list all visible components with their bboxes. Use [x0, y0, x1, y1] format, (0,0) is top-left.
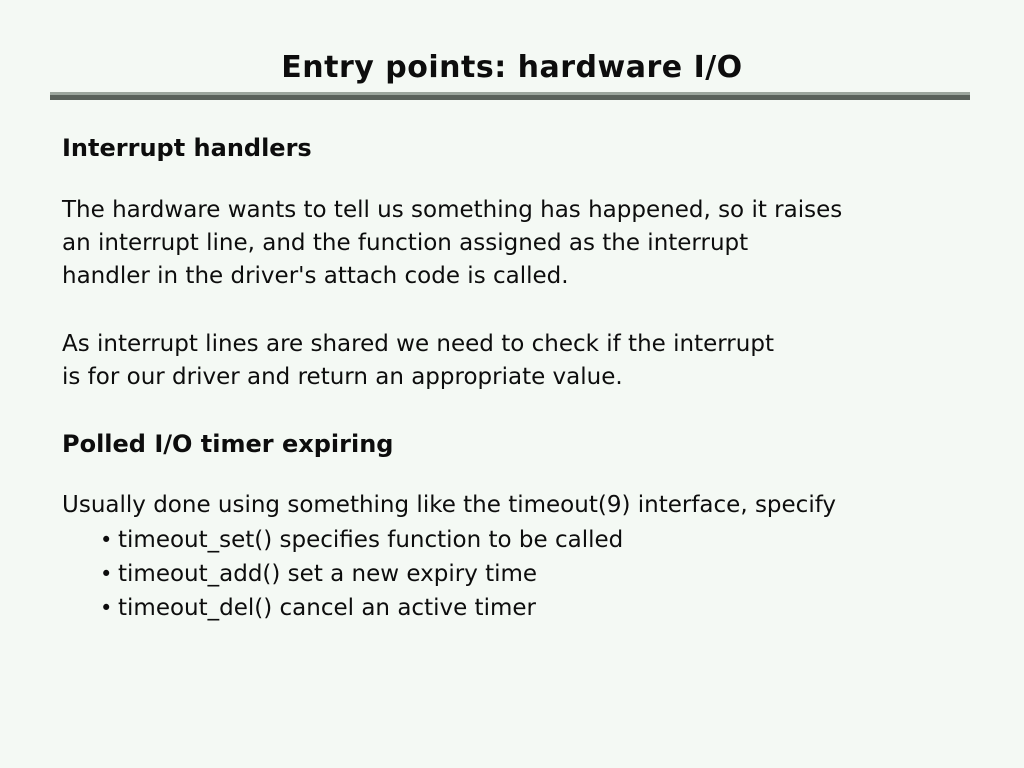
section-heading-polled-io-timer: Polled I/O timer expiring: [62, 430, 394, 458]
bullet-text: timeout_add() set a new expiry time: [118, 561, 538, 587]
bullet-text: timeout_set() specifies function to be called: [118, 527, 624, 553]
paragraph: [62, 194, 962, 293]
bullet-icon: •: [100, 596, 113, 620]
paragraph-line: handler in the driver's attach code is called.: [62, 263, 569, 289]
paragraph-line: The hardware wants to tell us something has happened, so it raises: [62, 197, 843, 223]
bullet-item: [62, 557, 962, 591]
bullet-icon: •: [100, 562, 113, 586]
paragraph-line: an interrupt line, and the function assigned as the interrupt: [62, 230, 749, 256]
paragraph-line: is for our driver and return an appropriate value.: [62, 364, 623, 390]
bullet-item: [62, 591, 962, 625]
bullet-list: [62, 523, 962, 625]
paragraph: [62, 328, 962, 394]
section-heading-interrupt-handlers: Interrupt handlers: [62, 134, 312, 162]
paragraph-line: As interrupt lines are shared we need to check if the interrupt: [62, 331, 774, 357]
title-divider: [50, 92, 970, 100]
bullet-item: [62, 523, 962, 557]
bullet-icon: •: [100, 528, 113, 552]
bullet-text: timeout_del() cancel an active timer: [118, 595, 536, 621]
paragraph-line: Usually done using something like the timeout(9) interface, specify: [62, 492, 837, 518]
paragraph: [62, 489, 962, 522]
slide-body: [62, 133, 962, 625]
slide-title: Entry points: hardware I/O: [281, 50, 743, 85]
